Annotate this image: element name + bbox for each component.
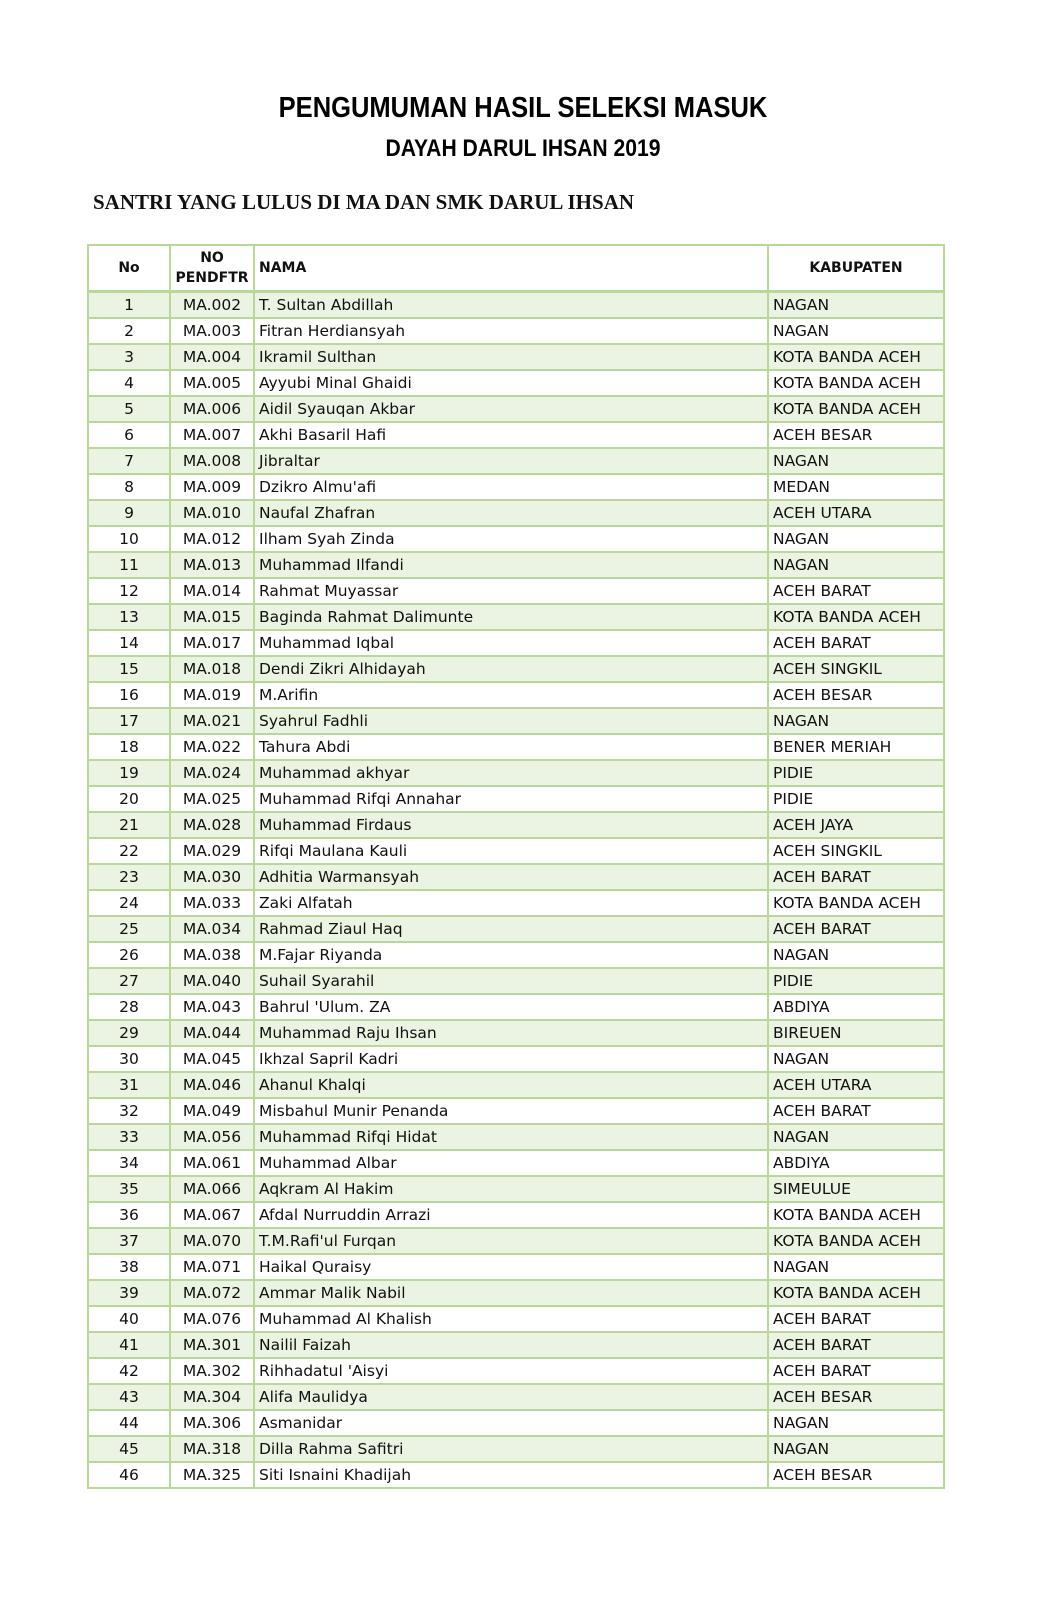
- kabupaten: NAGAN: [768, 1046, 944, 1072]
- kabupaten: NAGAN: [768, 448, 944, 474]
- page-title: PENGUMUMAN HASIL SELEKSI MASUK: [278, 92, 768, 124]
- student-name: Ahanul Khalqi: [254, 1072, 768, 1098]
- row-number: 25: [88, 916, 170, 942]
- student-name: Adhitia Warmansyah: [254, 864, 768, 890]
- kabupaten: SIMEULUE: [768, 1176, 944, 1202]
- table-row: [88, 370, 944, 396]
- student-name: Akhi Basaril Hafi: [254, 422, 768, 448]
- table-row: [88, 318, 944, 344]
- registration-number: MA.024: [170, 760, 254, 786]
- row-number: 33: [88, 1124, 170, 1150]
- student-name: Asmanidar: [254, 1410, 768, 1436]
- registration-number: MA.028: [170, 812, 254, 838]
- kabupaten: KOTA BANDA ACEH: [768, 1280, 944, 1306]
- registration-number: MA.021: [170, 708, 254, 734]
- table-row: [88, 292, 944, 319]
- student-name: Alifa Maulidya: [254, 1384, 768, 1410]
- registration-number: MA.029: [170, 838, 254, 864]
- row-number: 40: [88, 1306, 170, 1332]
- table-row: [88, 708, 944, 734]
- student-name: Muhammad Iqbal: [254, 630, 768, 656]
- row-number: 30: [88, 1046, 170, 1072]
- student-name: Suhail Syarahil: [254, 968, 768, 994]
- kabupaten: ACEH BESAR: [768, 682, 944, 708]
- table-row: [88, 1020, 944, 1046]
- registration-number: MA.306: [170, 1410, 254, 1436]
- student-name: Siti Isnaini Khadijah: [254, 1462, 768, 1488]
- student-name: Muhammad akhyar: [254, 760, 768, 786]
- row-number: 38: [88, 1254, 170, 1280]
- kabupaten: ACEH UTARA: [768, 1072, 944, 1098]
- kabupaten: ACEH BARAT: [768, 578, 944, 604]
- kabupaten: NAGAN: [768, 552, 944, 578]
- table-row: [88, 760, 944, 786]
- kabupaten: BIREUEN: [768, 1020, 944, 1046]
- kabupaten: PIDIE: [768, 786, 944, 812]
- table-row: [88, 1384, 944, 1410]
- row-number: 35: [88, 1176, 170, 1202]
- row-number: 39: [88, 1280, 170, 1306]
- row-number: 8: [88, 474, 170, 500]
- table-row: [88, 1358, 944, 1384]
- row-number: 14: [88, 630, 170, 656]
- registration-number: MA.005: [170, 370, 254, 396]
- registration-number: MA.038: [170, 942, 254, 968]
- registration-number: MA.017: [170, 630, 254, 656]
- student-name: T.M.Rafi'ul Furqan: [254, 1228, 768, 1254]
- kabupaten: ABDIYA: [768, 1150, 944, 1176]
- student-name: Rifqi Maulana Kauli: [254, 838, 768, 864]
- table-row: [88, 656, 944, 682]
- kabupaten: NAGAN: [768, 1124, 944, 1150]
- results-table: [87, 244, 945, 1489]
- registration-number: MA.076: [170, 1306, 254, 1332]
- table-row: [88, 1176, 944, 1202]
- row-number: 29: [88, 1020, 170, 1046]
- kabupaten: PIDIE: [768, 968, 944, 994]
- row-number: 6: [88, 422, 170, 448]
- kabupaten: NAGAN: [768, 292, 944, 319]
- row-number: 45: [88, 1436, 170, 1462]
- row-number: 4: [88, 370, 170, 396]
- table-body: [88, 292, 944, 1489]
- kabupaten: NAGAN: [768, 1436, 944, 1462]
- header-registration-number: [170, 245, 254, 292]
- registration-number: MA.046: [170, 1072, 254, 1098]
- table-row: [88, 1462, 944, 1488]
- row-number: 43: [88, 1384, 170, 1410]
- kabupaten: ACEH SINGKIL: [768, 656, 944, 682]
- row-number: 3: [88, 344, 170, 370]
- row-number: 41: [88, 1332, 170, 1358]
- table-row: [88, 500, 944, 526]
- table-row: [88, 578, 944, 604]
- student-name: Dzikro Almu'afi: [254, 474, 768, 500]
- registration-number: MA.066: [170, 1176, 254, 1202]
- table-row: [88, 942, 944, 968]
- kabupaten: KOTA BANDA ACEH: [768, 1228, 944, 1254]
- registration-number: MA.302: [170, 1358, 254, 1384]
- student-name: Dilla Rahma Safitri: [254, 1436, 768, 1462]
- student-name: Muhammad Rifqi Annahar: [254, 786, 768, 812]
- registration-number: MA.012: [170, 526, 254, 552]
- row-number: 44: [88, 1410, 170, 1436]
- table-row: [88, 1306, 944, 1332]
- registration-number: MA.034: [170, 916, 254, 942]
- student-name: Muhammad Al Khalish: [254, 1306, 768, 1332]
- student-name: M.Fajar Riyanda: [254, 942, 768, 968]
- registration-number: MA.071: [170, 1254, 254, 1280]
- student-name: Muhammad Firdaus: [254, 812, 768, 838]
- registration-number: MA.072: [170, 1280, 254, 1306]
- row-number: 19: [88, 760, 170, 786]
- kabupaten: ACEH JAYA: [768, 812, 944, 838]
- student-name: Ikhzal Sapril Kadri: [254, 1046, 768, 1072]
- kabupaten: ACEH BESAR: [768, 1462, 944, 1488]
- table-row: [88, 1150, 944, 1176]
- kabupaten: KOTA BANDA ACEH: [768, 890, 944, 916]
- registration-number: MA.040: [170, 968, 254, 994]
- student-name: Bahrul 'Ulum. ZA: [254, 994, 768, 1020]
- registration-number: MA.018: [170, 656, 254, 682]
- kabupaten: ACEH BARAT: [768, 1358, 944, 1384]
- registration-number: MA.010: [170, 500, 254, 526]
- row-number: 32: [88, 1098, 170, 1124]
- table-row: [88, 474, 944, 500]
- registration-number: MA.061: [170, 1150, 254, 1176]
- registration-number: MA.043: [170, 994, 254, 1020]
- registration-number: MA.008: [170, 448, 254, 474]
- row-number: 9: [88, 500, 170, 526]
- registration-number: MA.007: [170, 422, 254, 448]
- registration-number: MA.301: [170, 1332, 254, 1358]
- row-number: 21: [88, 812, 170, 838]
- row-number: 26: [88, 942, 170, 968]
- table-row: [88, 344, 944, 370]
- student-name: Fitran Herdiansyah: [254, 318, 768, 344]
- row-number: 17: [88, 708, 170, 734]
- kabupaten: ACEH BESAR: [768, 1384, 944, 1410]
- table-row: [88, 448, 944, 474]
- table-row: [88, 422, 944, 448]
- student-name: Naufal Zhafran: [254, 500, 768, 526]
- table-row: [88, 526, 944, 552]
- row-number: 27: [88, 968, 170, 994]
- kabupaten: ACEH BARAT: [768, 1332, 944, 1358]
- table-row: [88, 682, 944, 708]
- table-row: [88, 890, 944, 916]
- table-row: [88, 630, 944, 656]
- table-row: [88, 552, 944, 578]
- page-subtitle: DAYAH DARUL IHSAN 2019: [385, 135, 661, 162]
- table-row: [88, 968, 944, 994]
- table-row: [88, 1436, 944, 1462]
- student-name: Dendi Zikri Alhidayah: [254, 656, 768, 682]
- registration-number: MA.013: [170, 552, 254, 578]
- student-name: Nailil Faizah: [254, 1332, 768, 1358]
- registration-number: MA.002: [170, 292, 254, 319]
- kabupaten: NAGAN: [768, 526, 944, 552]
- section-heading: SANTRI YANG LULUS DI MA DAN SMK DARUL IHSAN: [93, 190, 635, 214]
- kabupaten: KOTA BANDA ACEH: [768, 344, 944, 370]
- student-name: Muhammad Ilfandi: [254, 552, 768, 578]
- registration-number: MA.014: [170, 578, 254, 604]
- student-name: Muhammad Albar: [254, 1150, 768, 1176]
- registration-number: MA.033: [170, 890, 254, 916]
- row-number: 42: [88, 1358, 170, 1384]
- registration-number: MA.003: [170, 318, 254, 344]
- table-row: [88, 994, 944, 1020]
- kabupaten: ABDIYA: [768, 994, 944, 1020]
- student-name: Zaki Alfatah: [254, 890, 768, 916]
- registration-number: MA.019: [170, 682, 254, 708]
- row-number: 16: [88, 682, 170, 708]
- kabupaten: ACEH SINGKIL: [768, 838, 944, 864]
- row-number: 20: [88, 786, 170, 812]
- registration-number: MA.070: [170, 1228, 254, 1254]
- table-row: [88, 1072, 944, 1098]
- row-number: 46: [88, 1462, 170, 1488]
- registration-number: MA.030: [170, 864, 254, 890]
- row-number: 24: [88, 890, 170, 916]
- kabupaten: ACEH BARAT: [768, 1306, 944, 1332]
- registration-number: MA.022: [170, 734, 254, 760]
- student-name: Aqkram Al Hakim: [254, 1176, 768, 1202]
- student-name: Rahmad Ziaul Haq: [254, 916, 768, 942]
- row-number: 31: [88, 1072, 170, 1098]
- kabupaten: ACEH BARAT: [768, 630, 944, 656]
- row-number: 28: [88, 994, 170, 1020]
- registration-number: MA.067: [170, 1202, 254, 1228]
- row-number: 15: [88, 656, 170, 682]
- row-number: 13: [88, 604, 170, 630]
- kabupaten: NAGAN: [768, 1410, 944, 1436]
- header-reg-line2: PENDFTR: [175, 270, 249, 286]
- row-number: 2: [88, 318, 170, 344]
- student-name: Baginda Rahmat Dalimunte: [254, 604, 768, 630]
- table-row: [88, 1254, 944, 1280]
- row-number: 5: [88, 396, 170, 422]
- header-kabupaten: KABUPATEN: [768, 245, 944, 292]
- registration-number: MA.045: [170, 1046, 254, 1072]
- header-no: No: [88, 245, 170, 292]
- student-name: T. Sultan Abdillah: [254, 292, 768, 319]
- student-name: Ilham Syah Zinda: [254, 526, 768, 552]
- student-name: Afdal Nurruddin Arrazi: [254, 1202, 768, 1228]
- student-name: Jibraltar: [254, 448, 768, 474]
- header-name: NAMA: [254, 245, 768, 292]
- registration-number: MA.056: [170, 1124, 254, 1150]
- table-row: [88, 1202, 944, 1228]
- student-name: Rihhadatul 'Aisyi: [254, 1358, 768, 1384]
- kabupaten: NAGAN: [768, 708, 944, 734]
- table-row: [88, 1410, 944, 1436]
- table-row: [88, 812, 944, 838]
- table-row: [88, 734, 944, 760]
- kabupaten: NAGAN: [768, 942, 944, 968]
- table-row: [88, 1332, 944, 1358]
- kabupaten: PIDIE: [768, 760, 944, 786]
- student-name: Misbahul Munir Penanda: [254, 1098, 768, 1124]
- kabupaten: KOTA BANDA ACEH: [768, 604, 944, 630]
- registration-number: MA.004: [170, 344, 254, 370]
- table-row: [88, 838, 944, 864]
- row-number: 1: [88, 292, 170, 319]
- kabupaten: KOTA BANDA ACEH: [768, 1202, 944, 1228]
- table-row: [88, 604, 944, 630]
- table-row: [88, 1228, 944, 1254]
- row-number: 11: [88, 552, 170, 578]
- row-number: 34: [88, 1150, 170, 1176]
- student-name: Syahrul Fadhli: [254, 708, 768, 734]
- kabupaten: NAGAN: [768, 1254, 944, 1280]
- kabupaten: ACEH BESAR: [768, 422, 944, 448]
- row-number: 22: [88, 838, 170, 864]
- student-name: Ikramil Sulthan: [254, 344, 768, 370]
- kabupaten: ACEH BARAT: [768, 864, 944, 890]
- kabupaten: KOTA BANDA ACEH: [768, 370, 944, 396]
- header-reg-line1: NO: [200, 250, 224, 266]
- table-row: [88, 1098, 944, 1124]
- registration-number: MA.015: [170, 604, 254, 630]
- student-name: Tahura Abdi: [254, 734, 768, 760]
- student-name: Ammar Malik Nabil: [254, 1280, 768, 1306]
- row-number: 18: [88, 734, 170, 760]
- student-name: Haikal Quraisy: [254, 1254, 768, 1280]
- table-header-row: [88, 245, 944, 292]
- row-number: 36: [88, 1202, 170, 1228]
- table-row: [88, 396, 944, 422]
- row-number: 23: [88, 864, 170, 890]
- student-name: Ayyubi Minal Ghaidi: [254, 370, 768, 396]
- row-number: 10: [88, 526, 170, 552]
- registration-number: MA.049: [170, 1098, 254, 1124]
- table-row: [88, 1046, 944, 1072]
- kabupaten: ACEH UTARA: [768, 500, 944, 526]
- table-row: [88, 864, 944, 890]
- registration-number: MA.006: [170, 396, 254, 422]
- table-row: [88, 1280, 944, 1306]
- table-row: [88, 786, 944, 812]
- registration-number: MA.325: [170, 1462, 254, 1488]
- kabupaten: KOTA BANDA ACEH: [768, 396, 944, 422]
- row-number: 37: [88, 1228, 170, 1254]
- row-number: 12: [88, 578, 170, 604]
- student-name: Aidil Syauqan Akbar: [254, 396, 768, 422]
- registration-number: MA.304: [170, 1384, 254, 1410]
- registration-number: MA.318: [170, 1436, 254, 1462]
- table-row: [88, 916, 944, 942]
- kabupaten: ACEH BARAT: [768, 916, 944, 942]
- kabupaten: MEDAN: [768, 474, 944, 500]
- registration-number: MA.044: [170, 1020, 254, 1046]
- student-name: M.Arifin: [254, 682, 768, 708]
- student-name: Rahmat Muyassar: [254, 578, 768, 604]
- kabupaten: ACEH BARAT: [768, 1098, 944, 1124]
- kabupaten: NAGAN: [768, 318, 944, 344]
- table-row: [88, 1124, 944, 1150]
- registration-number: MA.025: [170, 786, 254, 812]
- row-number: 7: [88, 448, 170, 474]
- student-name: Muhammad Raju Ihsan: [254, 1020, 768, 1046]
- kabupaten: BENER MERIAH: [768, 734, 944, 760]
- registration-number: MA.009: [170, 474, 254, 500]
- student-name: Muhammad Rifqi Hidat: [254, 1124, 768, 1150]
